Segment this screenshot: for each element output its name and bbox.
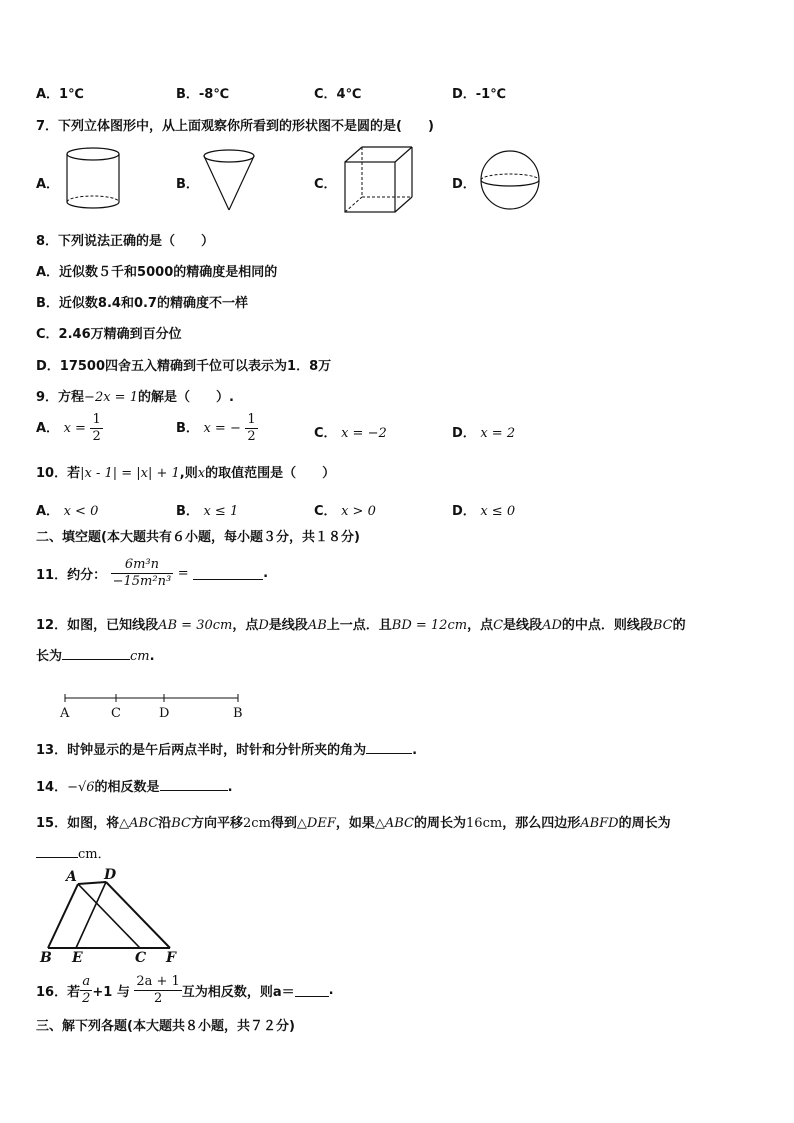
q15-t4: ，如果 <box>335 816 375 831</box>
q12-line1 <box>36 614 686 633</box>
q10-option-a <box>36 500 98 519</box>
q13-post: . <box>412 743 418 758</box>
q15-t6: ，那么四边形 <box>502 816 581 831</box>
q10-b-label: B． <box>176 504 199 519</box>
q12-bc: BC <box>652 618 673 633</box>
q11 <box>36 557 268 590</box>
q9-b-label: B． <box>176 421 199 436</box>
q10-stem <box>36 462 335 481</box>
q12-t7: 的 <box>672 618 686 633</box>
q10-stem-mid: ,则 <box>179 466 198 481</box>
q9-option-b <box>176 412 258 445</box>
q15-point-e: E <box>72 950 83 966</box>
q10-c-label: C． <box>314 504 337 519</box>
q10-d-val: x ≤ 0 <box>480 504 516 519</box>
q16-end: . <box>328 983 334 998</box>
q10-a-label: A． <box>36 504 60 519</box>
q12-t1: ，点 <box>232 618 259 633</box>
q16 <box>36 974 334 1007</box>
q12-t6: 的中点．则线段 <box>561 618 653 633</box>
q7-stem: 7．下列立体图形中，从上面观察你所看到的形状图不是圆的是( ) <box>36 119 434 134</box>
q12-segment-figure <box>60 690 245 706</box>
q10-b-val: x ≤ 1 <box>203 504 239 519</box>
q15-point-f: F <box>166 950 176 966</box>
q6-option-d: D．-1℃ <box>452 87 506 102</box>
q10-option-c <box>314 500 376 519</box>
q9-c-label: C． <box>314 426 337 441</box>
q10-a-val: x < 0 <box>63 504 99 519</box>
q7-label-d: D． <box>452 177 476 192</box>
q12-t3: 上一点．且 <box>326 618 392 633</box>
q11-pre: 11．约分： <box>36 568 107 583</box>
q7-label-a: A． <box>36 177 60 192</box>
q10-d-label: D． <box>452 504 476 519</box>
q13-answer-blank[interactable] <box>366 741 412 754</box>
cube-icon <box>342 144 416 216</box>
section-2-heading: 二、填空题(本大题共有６小题，每小题３分，共１８分) <box>36 530 360 545</box>
q12-c: C <box>493 618 504 633</box>
q9-a-var: x = <box>63 421 86 436</box>
q9-a-fraction <box>90 412 102 445</box>
q11-fraction <box>111 557 174 590</box>
q16-post: 互为相反数，则a＝ <box>181 985 295 1000</box>
q12-ad: AD <box>542 618 562 633</box>
cone-icon <box>200 148 258 214</box>
q9-a-den: 2 <box>92 429 101 444</box>
q9-d-label: D． <box>452 426 476 441</box>
q12-point-c: C <box>111 706 121 721</box>
q12-line2-pre: 长为 <box>36 649 63 664</box>
q16-f2-den: 2 <box>153 991 163 1006</box>
q15-line2-text: cm． <box>78 847 111 862</box>
q9-c-val: x = −2 <box>341 426 387 441</box>
q10-option-b <box>176 500 238 519</box>
q12-ab: AB = 30cm <box>158 618 233 633</box>
q8-option-d: D．17500四舍五入精确到千位可以表示为1．8万 <box>36 359 332 374</box>
q9-stem-post: 的解是（ ）. <box>137 390 234 405</box>
q15-t2: 方向平移 <box>191 816 244 831</box>
q9-a-label: A． <box>36 421 60 436</box>
q11-den: −15m²n³ <box>112 574 172 589</box>
q12-line2 <box>36 645 155 664</box>
q8-stem: 8．下列说法正确的是（ ） <box>36 234 215 249</box>
q14-mid: 的相反数是 <box>94 780 160 795</box>
section-3-heading: 三、解下列各题(本大题共８小题，共７２分) <box>36 1019 295 1034</box>
q9-b-fraction <box>245 412 257 445</box>
q6-option-a: A．1℃ <box>36 87 84 102</box>
q15-line2 <box>36 843 111 862</box>
q11-num: 6m³n <box>111 557 174 574</box>
sphere-icon <box>478 148 542 212</box>
q10-equation: |x - 1| = |x| + 1 <box>80 466 180 481</box>
q15-point-d: D <box>104 867 117 883</box>
q6-option-c: C．4℃ <box>314 87 362 102</box>
q12-t0: 12．如图，已知线段 <box>36 618 159 633</box>
q8-option-c: C．2.46万精确到百分位 <box>36 327 182 342</box>
q12-point-a: A <box>60 706 70 721</box>
q11-answer-blank[interactable] <box>193 567 263 580</box>
q11-eq: = <box>177 566 189 581</box>
q12-t5: 是线段 <box>503 618 543 633</box>
q11-post: . <box>263 566 269 581</box>
q13-pre: 13．时钟显示的是午后两点半时，时针和分针所夹的角为 <box>36 743 367 758</box>
q12-t2: 是线段 <box>268 618 308 633</box>
q14: 14．−√6的相反数是 . <box>36 780 233 795</box>
q15-bc: BC <box>171 816 191 831</box>
q15-line1 <box>36 812 671 831</box>
q14-answer-blank[interactable] <box>160 778 228 791</box>
q15-t7: 的周长为 <box>618 816 671 831</box>
q15-pre: 15．如图，将 <box>36 816 120 831</box>
q12-t4: ，点 <box>467 618 494 633</box>
q9-a-num: 1 <box>92 412 101 427</box>
q15-per: 16cm <box>466 816 503 831</box>
q12-line2-post: . <box>149 649 155 664</box>
q14-post: . <box>227 780 233 795</box>
q9-option-a <box>36 412 103 445</box>
q15-dist: 2cm <box>243 816 271 831</box>
q16-answer-blank[interactable] <box>295 984 329 997</box>
q15-t3: 得到 <box>270 816 297 831</box>
q15-t5: 的周长为 <box>414 816 467 831</box>
q16-f2-num: 2a + 1 <box>136 974 180 989</box>
cylinder-icon <box>64 146 122 212</box>
q13 <box>36 739 417 758</box>
q7-label-c: C． <box>314 177 337 192</box>
q15-point-b: B <box>40 950 52 966</box>
q9-d-val: x = 2 <box>480 426 516 441</box>
q12-ab2: AB <box>307 618 327 633</box>
q9-option-d <box>452 422 515 441</box>
q9-b-den: 2 <box>247 429 256 444</box>
q9-b-var: x = − <box>203 421 241 436</box>
q10-c-val: x > 0 <box>341 504 376 519</box>
q16-fraction-1 <box>80 974 92 1007</box>
q9-stem-pre: 9．方程 <box>36 390 85 405</box>
q12-point-d: D <box>159 706 170 721</box>
q9-b-num: 1 <box>247 412 256 427</box>
q9-option-c <box>314 422 387 441</box>
q12-unit: cm <box>130 649 150 664</box>
q12-d: D <box>258 618 269 633</box>
q16-plus: +1 与 <box>92 985 130 1000</box>
q15-point-c: C <box>135 950 147 966</box>
q15-point-a: A <box>66 869 77 885</box>
q15-answer-blank[interactable] <box>36 845 78 858</box>
q15-abc: △ABC <box>119 816 159 831</box>
q8-option-a: A．近似数５千和5000的精确度是相同的 <box>36 265 278 280</box>
q15-abfd: ABFD <box>580 816 619 831</box>
q10-var: x <box>197 466 206 481</box>
q12-bd: BD = 12cm <box>391 618 468 633</box>
q16-f1-den: 2 <box>82 991 91 1006</box>
q14-expr: −√6 <box>67 780 95 795</box>
q16-f1-num: a <box>80 974 92 991</box>
q9-stem <box>36 386 234 405</box>
q9-equation: −2x = 1 <box>84 390 138 405</box>
q8-option-b: B．近似数8.4和0.7的精确度不一样 <box>36 296 248 311</box>
q15-def: △DEF <box>296 816 336 831</box>
q10-option-d <box>452 500 515 519</box>
q7-label-b: B． <box>176 177 199 192</box>
q16-pre: 16．若 <box>36 985 81 1000</box>
q15-t1: 沿 <box>158 816 172 831</box>
q10-stem-post: 的取值范围是（ ） <box>205 466 336 481</box>
q15-abc2: △ABC <box>374 816 415 831</box>
q6-option-b: B．-8℃ <box>176 87 230 102</box>
q10-stem-pre: 10．若 <box>36 466 81 481</box>
q12-point-b: B <box>233 706 243 721</box>
q12-answer-blank[interactable] <box>62 647 130 660</box>
q16-fraction-2 <box>134 974 181 1007</box>
